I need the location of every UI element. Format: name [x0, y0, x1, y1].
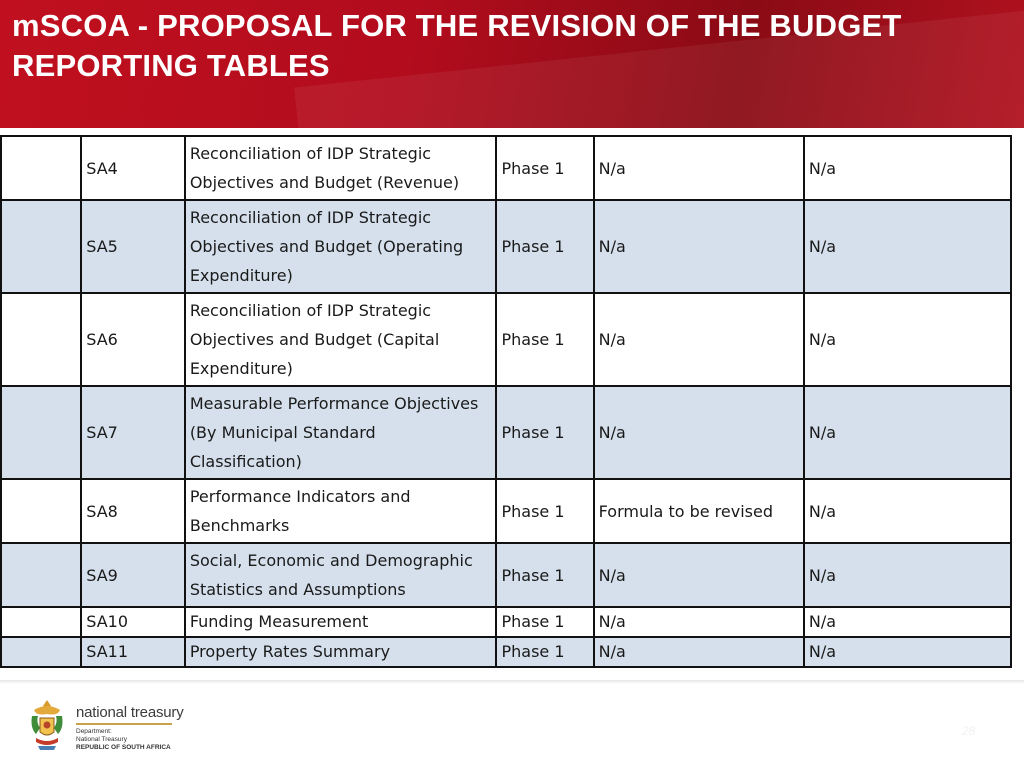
- national-treasury-brand: [76, 705, 184, 752]
- empty-cell: [1, 136, 81, 200]
- description-line: Expenditure): [189, 359, 293, 378]
- description-line: Classification): [189, 452, 302, 471]
- table-note-cell: N/a: [804, 293, 1011, 386]
- table-code-cell: SA7: [81, 386, 185, 479]
- table-phase-cell: Phase 1: [496, 607, 593, 637]
- dept-line-1: Department:: [76, 728, 112, 735]
- description-line: Objectives and Budget (Revenue): [189, 173, 460, 192]
- table-note-cell: N/a: [804, 607, 1011, 637]
- table-phase-cell: Phase 1: [496, 293, 593, 386]
- reporting-tables-table-container: [0, 135, 1012, 668]
- table-description-cell: [185, 543, 497, 607]
- empty-cell: [1, 293, 81, 386]
- table-row: [1, 607, 1011, 637]
- table-code-cell: SA5: [81, 200, 185, 293]
- table-code-cell: SA8: [81, 479, 185, 543]
- empty-cell: [1, 386, 81, 479]
- table-row: [1, 136, 1011, 200]
- description-line: Reconciliation of IDP Strategic: [189, 301, 432, 320]
- table-description-cell: [185, 479, 497, 543]
- table-note-cell: N/a: [804, 200, 1011, 293]
- table-note-cell: N/a: [804, 543, 1011, 607]
- dept-line-2: National Treasury: [76, 736, 127, 743]
- empty-cell: [1, 607, 81, 637]
- page-title-line-2: REPORTING TABLES: [12, 48, 330, 83]
- table-row: [1, 200, 1011, 293]
- table-status-cell: N/a: [594, 293, 804, 386]
- description-line: Performance Indicators and: [189, 487, 411, 506]
- table-row: [1, 293, 1011, 386]
- table-description-cell: [185, 637, 497, 667]
- description-line: Social, Economic and Demographic: [189, 551, 473, 570]
- table-row: [1, 386, 1011, 479]
- empty-cell: [1, 479, 81, 543]
- page-title-line-1: mSCOA - PROPOSAL FOR THE REVISION OF THE BUDGET: [12, 8, 902, 43]
- table-phase-cell: Phase 1: [496, 479, 593, 543]
- table-code-cell: SA4: [81, 136, 185, 200]
- table-status-cell: Formula to be revised: [594, 479, 804, 543]
- page-title: [0, 0, 1024, 86]
- table-code-cell: SA11: [81, 637, 185, 667]
- empty-cell: [1, 200, 81, 293]
- description-line: Objectives and Budget (Operating: [189, 237, 464, 256]
- table-status-cell: N/a: [594, 637, 804, 667]
- description-line: Statistics and Assumptions: [189, 580, 406, 599]
- table-status-cell: N/a: [594, 200, 804, 293]
- table-status-cell: N/a: [594, 136, 804, 200]
- title-banner: [0, 0, 1024, 128]
- table-phase-cell: Phase 1: [496, 637, 593, 667]
- description-line: Measurable Performance Objectives: [189, 394, 479, 413]
- table-description-cell: [185, 607, 497, 637]
- description-line: Expenditure): [189, 266, 293, 285]
- table-phase-cell: Phase 1: [496, 543, 593, 607]
- description-line: Reconciliation of IDP Strategic: [189, 208, 432, 227]
- table-description-cell: [185, 200, 497, 293]
- table-description-cell: [185, 293, 497, 386]
- reporting-tables-table: [0, 135, 1012, 668]
- table-code-cell: SA6: [81, 293, 185, 386]
- empty-cell: [1, 637, 81, 667]
- table-row: [1, 637, 1011, 667]
- description-line: (By Municipal Standard: [189, 423, 376, 442]
- empty-cell: [1, 543, 81, 607]
- table-status-cell: N/a: [594, 543, 804, 607]
- table-phase-cell: Phase 1: [496, 136, 593, 200]
- coat-of-arms-icon: [28, 698, 66, 752]
- table-note-cell: N/a: [804, 136, 1011, 200]
- description-line: Reconciliation of IDP Strategic: [189, 144, 432, 163]
- table-note-cell: N/a: [804, 479, 1011, 543]
- table-description-cell: [185, 386, 497, 479]
- table-status-cell: N/a: [594, 386, 804, 479]
- table-row: [1, 479, 1011, 543]
- footer-divider: [0, 680, 1024, 684]
- brand-underline: [76, 723, 172, 725]
- description-line: Property Rates Summary: [189, 642, 391, 661]
- description-line: Funding Measurement: [189, 612, 369, 631]
- table-row: [1, 543, 1011, 607]
- table-body: [1, 136, 1011, 667]
- description-line: Benchmarks: [189, 516, 290, 535]
- table-code-cell: SA10: [81, 607, 185, 637]
- table-note-cell: N/a: [804, 637, 1011, 667]
- table-status-cell: N/a: [594, 607, 804, 637]
- description-line: Objectives and Budget (Capital: [189, 330, 440, 349]
- dept-line-3: REPUBLIC OF SOUTH AFRICA: [76, 744, 171, 751]
- table-phase-cell: Phase 1: [496, 200, 593, 293]
- table-note-cell: N/a: [804, 386, 1011, 479]
- brand-name: national treasury: [76, 704, 184, 721]
- table-phase-cell: Phase 1: [496, 386, 593, 479]
- table-code-cell: SA9: [81, 543, 185, 607]
- page-number: 28: [962, 724, 976, 738]
- table-description-cell: [185, 136, 497, 200]
